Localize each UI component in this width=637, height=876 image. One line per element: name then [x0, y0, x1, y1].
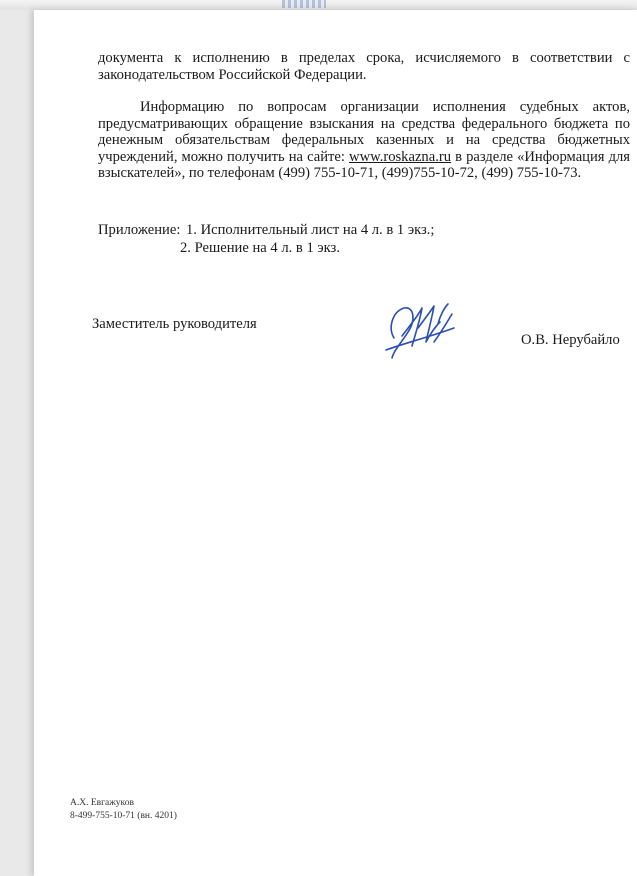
- attachment-item-1: 1. Исполнительный лист на 4 л. в 1 экз.;: [186, 222, 435, 238]
- paragraph-2-line-1: Информацию по вопросам организации исполнения судебных актов,: [140, 99, 630, 115]
- paragraph-2-line-5: взыскателей», по телефонам (499) 755-10-71, (499)755-10-72, (499) 755-10-73.: [98, 165, 582, 182]
- paragraph-2-line-4-pre: учреждений, можно получить на сайте:: [98, 148, 350, 165]
- paragraph-2-line-2: предусматривающих обращение взыскания на средства федерального бюджета по: [98, 115, 630, 132]
- paragraph-2-line-4: [98, 149, 630, 166]
- roskazna-link[interactable]: www.roskazna.ru: [349, 148, 452, 165]
- signer-position: Заместитель руководителя: [92, 316, 257, 332]
- attachment-item-2: 2. Решение на 4 л. в 1 экз.: [180, 240, 340, 256]
- paragraph-1: [98, 50, 630, 83]
- signer-name: О.В. Нерубайло: [521, 332, 620, 348]
- handwritten-signature: [382, 298, 460, 364]
- paragraph-1-line-1: документа к исполнению в пределах срока, исчисляемого в соответствии с: [98, 50, 630, 66]
- attachments-label: Приложение:: [98, 222, 181, 238]
- paragraph-2-line-3: денежным обязательствам федеральных казенных и на средства бюджетных: [98, 132, 630, 149]
- paragraph-2-line-4-post: в разделе «Информация для: [451, 148, 630, 165]
- paragraph-1-line-2: законодательством Российской Федерации.: [98, 66, 367, 83]
- paragraph-2: [98, 99, 630, 182]
- executor-name: А.Х. Евгажуков: [70, 798, 134, 808]
- executor-phone: 8-499-755-10-71 (вн. 4201): [70, 811, 177, 821]
- stamp-fragment: [282, 0, 326, 8]
